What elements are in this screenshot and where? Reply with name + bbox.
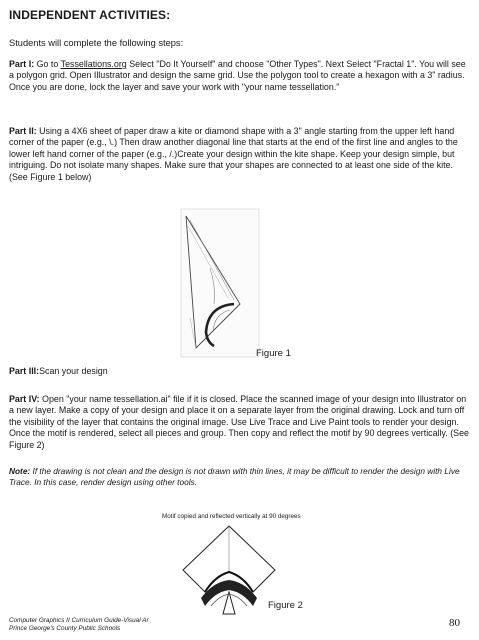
intro-text: Students will complete the following steps: (9, 38, 184, 48)
footer-line2: Prince George's County Public Schools (9, 625, 121, 632)
page-number: 80 (449, 617, 460, 629)
part3-paragraph (9, 366, 471, 377)
part4-paragraph (9, 394, 471, 451)
note-paragraph (9, 466, 471, 488)
part2-label: Part II: (9, 126, 37, 136)
part3-text: Scan your design (39, 366, 108, 376)
part3-label: Part III: (9, 366, 40, 376)
part1-text-b: Select "Do It Yourself" and choose "Other Types". Next Select "Fractal 1". You will see a polygon grid. Open Illustrator and design the same grid. Use the polygon tool to create a hexagon with a 3" radius. Once you are done, lock the layer and save your work with "your name tessellation." (9, 59, 466, 92)
footer-line1: Computer Graphics II Curriculum Guide-Visual Ar (9, 617, 149, 624)
part4-label: Part IV: (9, 394, 40, 404)
figure2-title: Motif copied and reflected vertically at 90 degrees (162, 513, 301, 520)
tessellations-link[interactable]: Tessellations.org (60, 59, 127, 69)
figure2-caption: Figure 2 (268, 600, 303, 611)
figure1-kite-drawing (180, 208, 260, 358)
part1-text-a: Go to (34, 59, 61, 69)
figure1-caption: Figure 1 (256, 348, 291, 359)
part1-label: Part I: (9, 59, 35, 69)
note-text: If the drawing is not clean and the design is not drawn with thin lines, it may be difficult to render the design with Live Trace. In this case, render design using other tools. (9, 466, 460, 487)
part2-paragraph (9, 126, 471, 183)
note-label: Note: (9, 466, 31, 476)
page-heading: INDEPENDENT ACTIVITIES: (9, 8, 171, 22)
footer (9, 617, 149, 633)
part2-text: Using a 4X6 sheet of paper draw a kite or diamond shape with a 3" angle starting from the upper left hand corner of the paper (e.g., \.) Then draw another diagonal line that starts at the end of the first line and angles to the lower left hand corner of the paper (e.g., /.)Create your design within the kite shape. Keep your design simple, but intriguing. Do not isolate many shapes. Make sure that your shapes are connected to at least one side of the kite. (See Figure 1 below) (9, 126, 458, 182)
part1-paragraph (9, 59, 471, 93)
part4-text: Open "your name tessellation.ai" file if it is closed. Place the scanned image of your design into Illustrator on a new layer. Make a copy of your design and place it on a separate layer from the original drawing. Lock and turn off the visibility of the layer that contains the original image. Use Live Trace and Live Paint tools to render your design. Once the motif is rendered, select all pieces and group. Then copy and reflect the motif by 90 degrees vertically. (See Figure 2) (9, 394, 469, 450)
